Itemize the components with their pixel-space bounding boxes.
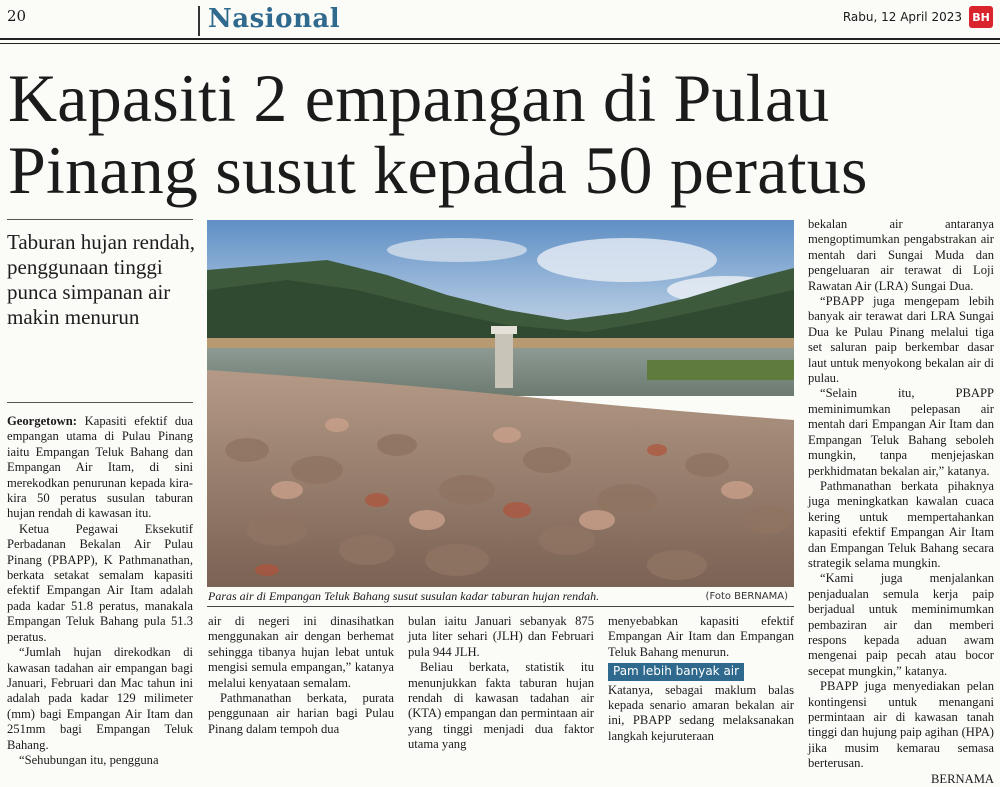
publication-date: Rabu, 12 April 2023 [842, 10, 962, 24]
paragraph: menyebabkan kapasiti efektif Empangan Air Itam dan Empangan Teluk Bahang menurun. [608, 614, 794, 659]
photo-credit: (Foto BERNAMA) [705, 591, 788, 602]
deck: Taburan hujan rendah, penggunaan tinggi punca simpanan air makin menurun [7, 230, 196, 329]
header-rule-top [0, 38, 1000, 40]
paragraph: Ketua Pegawai Eksekutif Perbadanan Bekalan Air Pulau Pinang (PBAPP), K Pathmanathan, berkata setakat semalam kapasiti efektif Empangan Air Itam adalah pada kadar 51.8 peratus, manakala Empangan Teluk Bahang pula 51.3 peratus. [7, 521, 193, 644]
article-photo [207, 220, 794, 587]
caption-rule [207, 606, 794, 607]
deck-rule-top [7, 219, 193, 220]
headline-line-2: Pinang susut kepada 50 peratus [8, 132, 868, 208]
subheading: Pam lebih banyak air [608, 663, 744, 680]
paragraph: “Sehubungan itu, pengguna [19, 752, 159, 767]
paragraph: Pathmanathan berkata, purata penggunaan air harian bagi Pulau Pinang dalam tempoh dua [208, 691, 394, 736]
headline [8, 62, 998, 206]
paragraph: bulan iaitu Januari sebanyak 875 juta liter sehari (JLH) dan Februari pula 944 JLH. [408, 614, 594, 659]
article-column-3 [408, 614, 594, 753]
photo-caption: Paras air di Empangan Teluk Bahang susut susulan kadar taburan hujan rendah. [208, 589, 600, 603]
paragraph: “Selain itu, PBAPP meminimumkan pelepasan air mentah dari Empangan Air Itam dan Empangan Teluk Bahang seboleh mungkin, tanpa menjejaskan perkhidmatan bekalan air,” katanya. [808, 386, 994, 478]
paragraph: bekalan air antaranya mengoptimumkan pengabstrakan air mentah dari Sungai Muda dan pengeluaran air terawat di Loji Rawatan Air (LRA) Sungai Dua. [808, 217, 994, 293]
publication-logo: BH [969, 6, 993, 28]
article-column-2 [208, 614, 394, 737]
paragraph: “PBAPP juga mengepam lebih banyak air terawat dari LRA Sungai Dua ke Pulau Pinang melalui tiga set saluran paip berkembar dasar laut untuk menyokong bekalan air di pulau. [808, 294, 994, 386]
paragraph: “Jumlah hujan direkodkan di kawasan tadahan air empangan bagi Januari, Februari dan Mac tahun ini adalah pada kadar 129 milimeter (mm) bagi Empangan Air Itam dan 251mm bagi Empangan Teluk Bahang. [7, 645, 193, 752]
deck-rule-bottom [7, 402, 193, 403]
paragraph: PBAPP juga menyediakan pelan kontingensi untuk menangani permintaan air di kawasan tanah tinggi dan hujung paip agihan (HPA) jika musim kemarau semasa berterusan. [808, 679, 994, 771]
paragraph: Katanya, sebagai maklum balas kepada senario amaran bekalan air ini, PBAPP sedang melaksanakan langkah kejuruteraan [608, 682, 794, 743]
byline: BERNAMA [931, 771, 994, 786]
paragraph: Pathmanathan berkata pihaknya juga meningkatkan kawalan cuaca kering untuk mempertahankan kapasiti efektif Empangan Air Itam dan Empangan Teluk Bahang secara strategik selama mungkin. [808, 478, 994, 570]
article-column-4 [608, 614, 794, 744]
article-column-5 [808, 217, 994, 787]
section-divider [198, 6, 200, 36]
section-title: Nasional [208, 4, 341, 34]
paragraph: Georgetown: Kapasiti efektif dua empangan utama di Pulau Pinang iaitu Empangan Teluk Bahang dan Empangan Air Itam, di sini merekodkan penurunan kepada kira-kira 50 peratus susulan taburan hujan rendah di kawasan itu. [7, 414, 194, 521]
header-rule-bottom [0, 43, 1000, 44]
page-number: 20 [7, 7, 27, 25]
headline-line-1: Kapasiti 2 empangan di Pulau [8, 60, 830, 136]
dateline: Georgetown: [7, 414, 77, 428]
paragraph: air di negeri ini dinasihatkan menggunakan air dengan berhemat sehingga tibanya hujan lebat untuk mengisi semula empangan,” katanya melalui kenyataan semalam. [208, 614, 394, 690]
article-column-1 [7, 414, 193, 768]
dam-photo-illustration [207, 220, 794, 587]
paragraph: “Kami juga menjalankan penjadualan semula kerja paip berjadual untuk meminimumkan pembaziran air dan memberi respons kepada aduan awam mengenai paip pecah atau bocor secepat mungkin,” katanya. [808, 571, 994, 678]
paragraph: Beliau berkata, statistik itu menunjukkan fakta taburan hujan rendah di kawasan tadahan air (KTA) empangan dan permintaan air yang tinggi menjadi dua faktor utama yang [408, 660, 594, 752]
